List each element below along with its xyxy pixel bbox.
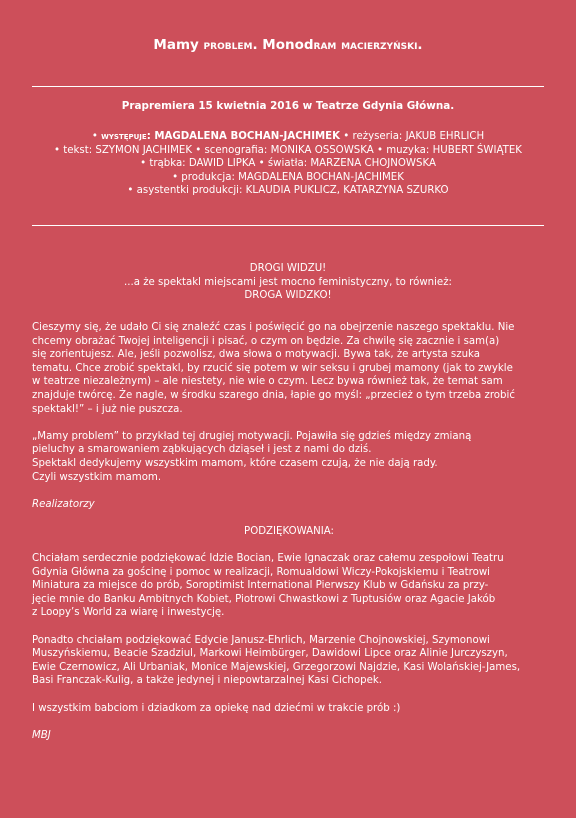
- body-text: [32, 321, 546, 756]
- title-part: ram macierzyński: [313, 37, 418, 53]
- credits-line: • produkcja: MAGDALENA BOCHAN-JACHIMEK: [172, 171, 404, 183]
- text-line: z Loopy’s World za wiarę i inwestycję.: [32, 607, 225, 619]
- text-line: Basi Franczak-Kulig, a także jedynej i niepowtarzalnej Kasi Cichopek.: [32, 675, 382, 687]
- premiere-info: Prapremiera 15 kwietnia 2016 w Teatrze Gdynia Główna.: [121, 100, 455, 112]
- greeting-line: DROGA WIDZKO!: [244, 290, 332, 302]
- credits: [32, 130, 544, 198]
- credits-line: [32, 130, 544, 144]
- title-part: .: [417, 37, 423, 53]
- text-line: się zorientujesz. Ale, jeśli pozwolisz, dwa słowa o motywacji. Bywa tak, że artysta szuka: [32, 349, 481, 361]
- text-line: Miniatura za miejsce do prób, Soroptimist International Pierwszy Klub w Gdańsku za przy-: [32, 580, 489, 592]
- credit-label: występuje:: [101, 131, 151, 142]
- credit-text: • reżyseria: JAKUB EHRLICH: [340, 131, 485, 142]
- text-line: w teatrze niezależnym) – ale niestety, nie wie o czym. Lecz bywa również tak, że temat sam: [32, 376, 503, 388]
- text-line: chcemy obrażać Twojej inteligencji i pisać, o czym on będzie. Za chwilę się zacznie i sam(a): [32, 335, 500, 347]
- text-line: Ponadto chciałam podziękować Edycie Janusz-Ehrlich, Marzenie Chojnowskiej, Szymonowi: [32, 634, 490, 646]
- text-line: Ewie Czernowicz, Ali Urbaniak, Monice Majewskiej, Grzegorzowi Najdzie, Kasi Wolańskiej-James,: [32, 661, 521, 673]
- paragraph-intro: [32, 321, 546, 416]
- signature-mbj: MBJ: [32, 729, 51, 741]
- credits-line: • trąbka: DAWID LIPKA • światła: MARZENA CHOJNOWSKA: [140, 158, 436, 170]
- page-title: [0, 36, 576, 54]
- text-line: znajduje twórcę. Że nagle, w środku szarego dnia, łapie go myśl: „przecież o tym trzeba zrobić: [32, 389, 515, 401]
- thanks-heading: PODZIĘKOWANIA:: [244, 525, 334, 537]
- text-line: Chciałam serdecznie podziękować Idzie Bocian, Ewie Ignaczak oraz całemu zespołowi Teatru: [32, 553, 504, 565]
- text-line: Gdynia Główna za gościnę i pomoc w realizacji, Romualdowi Wiczy-Pokojskiemu i Teatrowi: [32, 566, 491, 578]
- text-line: Cieszymy się, że udało Ci się znaleźć czas i poświęcić go na obejrzenie naszego spektaklu. Nie: [32, 322, 515, 333]
- text-line: jęcie mnie do Banku Ambitnych Kobiet, Piotrowi Chwastkowi z Tuptusiów oraz Agacie Jakób: [32, 593, 496, 605]
- greeting-line: DROGI WIDZU!: [249, 263, 327, 274]
- bullet: •: [91, 131, 102, 142]
- divider-top: [32, 86, 544, 87]
- text-line: tematu. Chce zrobić spektakl, by rzucić się potem w wir seksu i grubej mamony (jak to zwykle: [32, 362, 513, 374]
- paragraph-thanks-2: [32, 634, 546, 688]
- text-line: Spektakl dedykujemy wszystkim mamom, które czasem czują, że nie dają rady.: [32, 457, 438, 469]
- text-line: Czyli wszystkim mamom.: [32, 471, 162, 483]
- paragraph-grandparents: I wszystkim babciom i dziadkom za opiekę nad dziećmi w trakcie prób :): [32, 702, 401, 714]
- title-part: problem: [203, 37, 253, 53]
- greeting-line: ...a że spektakl miejscami jest mocno feministyczny, to również:: [124, 276, 452, 288]
- credit-name: MAGDALENA BOCHAN-JACHIMEK: [150, 131, 340, 142]
- paragraph-motivation: [32, 430, 546, 484]
- credits-line: • tekst: SZYMON JACHIMEK • scenografia: MONIKA OSSOWSKA • muzyka: HUBERT ŚWIĄTEK: [53, 144, 522, 156]
- title-part: Mamy: [153, 37, 204, 53]
- divider-bottom: [32, 225, 544, 226]
- text-line: pieluchy a smarowaniem ząbkujących dziąseł i jest z nami do dziś.: [32, 444, 372, 456]
- credits-line: • asystentki produkcji: KLAUDIA PUKLICZ, KATARZYNA SZURKO: [127, 185, 449, 197]
- greeting: [32, 262, 544, 303]
- title-part: . Monod: [252, 37, 314, 53]
- text-line: „Mamy problem” to przykład tej drugiej motywacji. Pojawiła się gdzieś między zmianą: [32, 430, 472, 442]
- paragraph-thanks-1: [32, 552, 546, 620]
- text-line: Muszyńskiemu, Beacie Szadziul, Markowi Heimbürger, Dawidowi Lipce oraz Alinie Jurczyszyn,: [32, 648, 508, 660]
- text-line: spektakl!” – i już nie puszcza.: [32, 403, 183, 415]
- signature-realizatorzy: Realizatorzy: [32, 498, 95, 510]
